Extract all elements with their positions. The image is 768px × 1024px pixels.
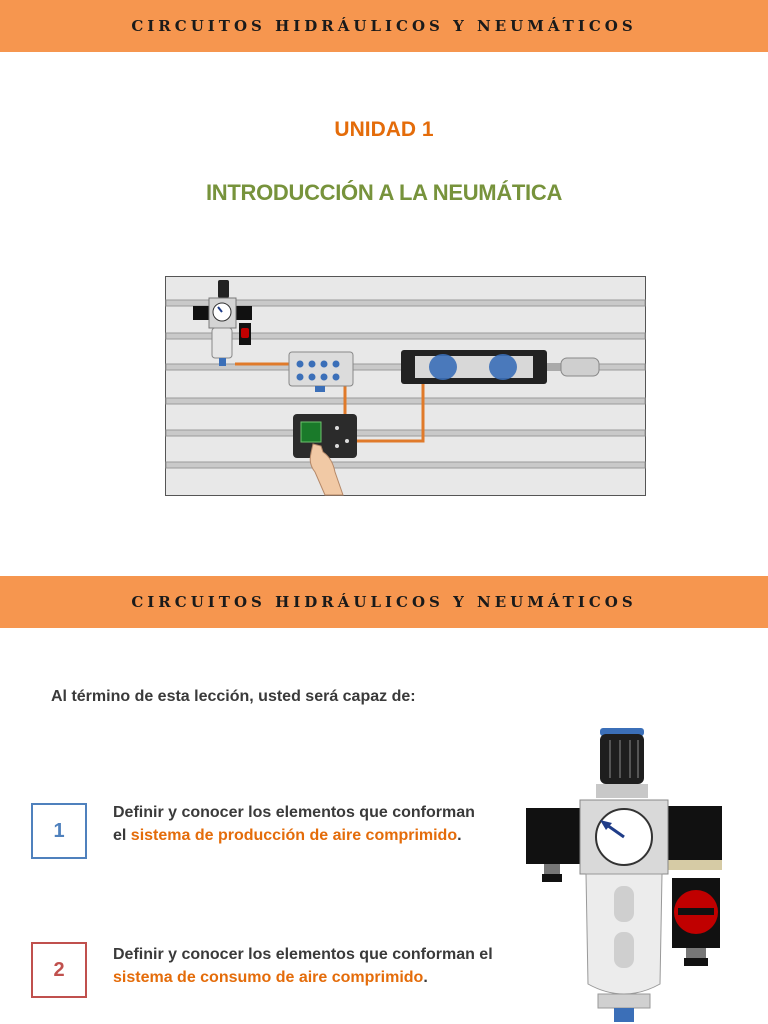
objective-text [113, 943, 523, 989]
filter-regulator-illustration [524, 726, 724, 1024]
objective-number: 2 [53, 958, 65, 981]
banner-title: CIRCUITOS HIDRÁULICOS Y NEUMÁTICOS [131, 593, 637, 611]
top-banner [0, 0, 768, 52]
banner-title: CIRCUITOS HIDRÁULICOS Y NEUMÁTICOS [131, 17, 637, 35]
objective-number-box [31, 942, 87, 998]
objective-number-box [31, 803, 87, 859]
objective-highlight: sistema de consumo de aire comprimido [113, 969, 424, 986]
unit-subtitle: INTRODUCCIÓN A LA NEUMÁTICA [205, 180, 563, 205]
objective-text-start: Definir y conocer los elementos que conforman el [113, 804, 475, 844]
objective-text [113, 801, 483, 847]
objective-highlight: sistema de producción de aire comprimido [130, 827, 458, 844]
pneumatic-panel-illustration [165, 276, 646, 496]
second-banner [0, 576, 768, 628]
valve-manifold-icon [289, 352, 353, 392]
unit-title: UNIDAD 1 [334, 118, 434, 141]
objective-number: 1 [53, 819, 65, 842]
objective-text-start: Definir y conocer los elementos que conforman el [113, 946, 493, 963]
push-button-box-icon [293, 414, 357, 458]
objective-text-end: . [423, 969, 428, 986]
objectives-intro: Al término de esta lección, usted será capaz de: [51, 688, 416, 705]
objective-text-end: . [457, 827, 462, 844]
